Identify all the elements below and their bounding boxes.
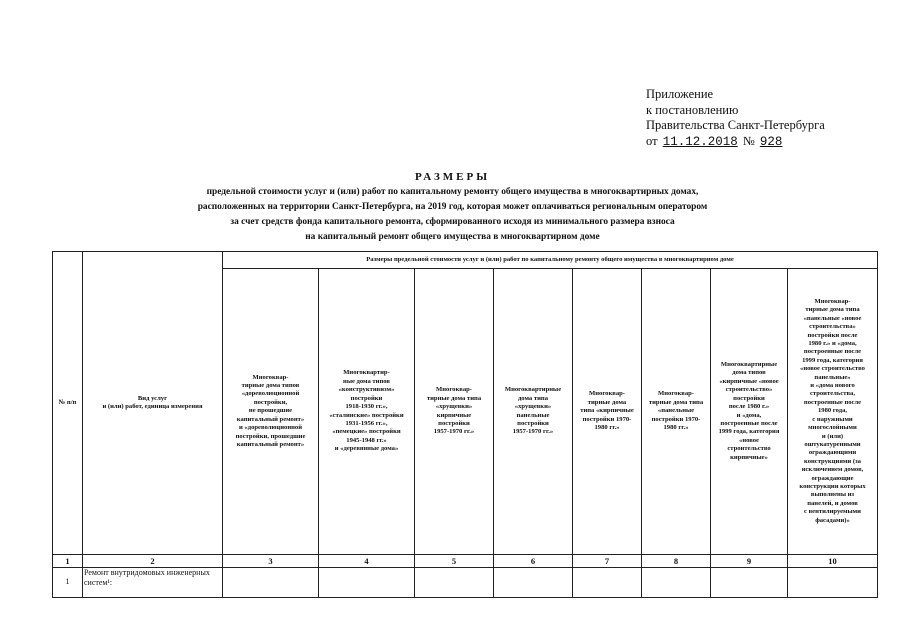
order-number: 928 <box>759 134 783 149</box>
column-number: 10 <box>788 555 878 568</box>
title-line-3: за счет средств фонда капитального ремонта, сформированного исходя из минимального размера взноса <box>230 217 675 227</box>
table-cell <box>573 568 642 598</box>
column-number: 3 <box>223 555 319 568</box>
header-col-10: Многоквар- тирные дома типа «панельные «новое строительства» постройки после 1980 г.» и «дома, построенные после 1999 года, категория «новое строительство панельные» и «дома нового строительства, построенные после 1980 года, с наружными многослойными и (или) оштукатуренными ограждающими конструкциями (за исключением домов, ограждающие конструкции которых выполнены из панелей, и домов с вентилируемыми фасадами)» <box>788 269 878 555</box>
column-number: 1 <box>53 555 83 568</box>
order-from-prefix: от <box>646 133 658 148</box>
table-cell <box>319 568 415 598</box>
column-number: 4 <box>319 555 415 568</box>
column-number: 5 <box>415 555 494 568</box>
title-line-4: на капитальный ремонт общего имущества в многоквартирном доме <box>305 232 600 242</box>
row-number: 1 <box>53 568 83 598</box>
header-col-3: Многоквар- тирные дома типов «дореволюционной постройки, не прошедшие капитальный ремонт» и «дореволюционной постройки, прошедшие капитальный ремонт» <box>223 269 319 555</box>
header-service-type: Вид услуг и (или) работ, единица измерения <box>83 252 223 555</box>
header-col-7: Многоквар- тирные дома типа «кирпичные постройки 1970- 1980 гг.» <box>573 269 642 555</box>
header-col-8: Многоквар- тирные дома типа «панельные постройки 1970- 1980 гг.» <box>642 269 711 555</box>
column-number: 6 <box>494 555 573 568</box>
header-col-6: Многоквартирные дома типа «хрущевки» панельные постройки 1957-1970 гг.» <box>494 269 573 555</box>
column-number: 2 <box>83 555 223 568</box>
document-title <box>0 170 905 245</box>
header-col-9: Многоквартирные дома типов «кирпичные «новое строительство» постройки после 1980 г.» и «дома, построенные после 1999 года, категория «новое строительство кирпичные» <box>711 269 788 555</box>
appendix-line-2: к постановлению <box>646 102 739 117</box>
cost-table <box>52 251 878 598</box>
title-heading: РАЗМЕРЫ <box>414 171 491 183</box>
table-cell <box>711 568 788 598</box>
header-cost-group: Размеры предельной стоимости услуг и (или) работ по капитальному ремонту общего имущества в многоквартирном доме <box>223 252 878 269</box>
column-number-row <box>53 555 878 568</box>
table-cell <box>642 568 711 598</box>
table-row <box>53 568 878 598</box>
table-cell <box>415 568 494 598</box>
appendix-line-1: Приложение <box>646 87 714 101</box>
header-row-number: № п/п <box>53 252 83 555</box>
table-cell <box>788 568 878 598</box>
appendix-line-3: Правительства Санкт-Петербурга <box>646 118 825 132</box>
row-service: Ремонт внутридомовых инженерных систем¹: <box>83 568 223 598</box>
column-number: 8 <box>642 555 711 568</box>
title-line-2: расположенных на территории Санкт-Петербурга, на 2019 год, которая может оплачиваться региональным оператором <box>197 202 708 212</box>
title-line-1: предельной стоимости услуг и (или) работ по капитальному ремонту общего имущества в многоквартирных домах, <box>206 187 699 197</box>
header-col-4: Многоквартир- ные дома типов «конструктивизм» постройки 1918-1930 гг.», «сталинские» постройки 1931-1956 гг.», «пемецкие» постройки 1945-1948 гг.» и «деревянные дома» <box>319 269 415 555</box>
column-number: 7 <box>573 555 642 568</box>
header-col-5: Многоквар- тирные дома типа «хрущевки» кирпичные постройки 1957-1970 гг.» <box>415 269 494 555</box>
order-date: 11.12.2018 <box>662 134 738 149</box>
column-number: 9 <box>711 555 788 568</box>
table-cell <box>223 568 319 598</box>
table-cell <box>494 568 573 598</box>
appendix-block <box>646 87 825 150</box>
appendix-order-line <box>646 134 825 151</box>
order-number-prefix: № <box>742 133 755 148</box>
